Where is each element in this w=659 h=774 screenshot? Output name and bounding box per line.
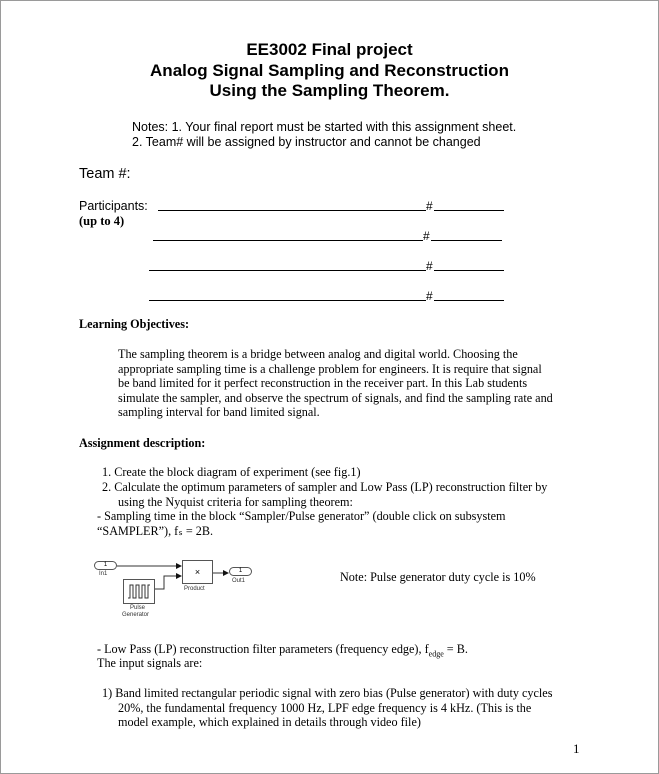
sampling-time-line: - Sampling time in the block “Sampler/Pulse generator” (double click on subsystem (97, 509, 506, 523)
in1-port[interactable]: 1 (94, 561, 117, 570)
assignment-item-2-cont: using the Nyquist criteria for sampling theorem: (118, 495, 353, 509)
pulse-wave-icon (124, 580, 154, 603)
participant-id-field-2[interactable] (431, 240, 502, 241)
objectives-line: sampling interval for band limited signal. (118, 405, 320, 419)
participants-label: Participants: (79, 199, 148, 213)
participant-id-field-3[interactable] (434, 270, 504, 271)
signal-1-line: model example, which explained in details through video file) (118, 715, 421, 729)
participant-id-field-4[interactable] (434, 300, 504, 301)
participant-name-field-2[interactable] (153, 240, 423, 241)
objectives-line: appropriate sampling time is a challenge problem for engineers. It is require that signal (118, 362, 542, 376)
notes-line-2: 2. Team# will be assigned by instructor and cannot be changed (132, 135, 481, 149)
objectives-line: The sampling theorem is a bridge between analog and digital world. Choosing the (118, 347, 518, 361)
hash-1: # (426, 199, 433, 213)
participant-id-field-1[interactable] (434, 210, 504, 211)
objectives-line: simulate the sampler, and observe the spectrum of signals, and find the sampling rate and (118, 391, 553, 405)
objectives-line: be band limited for it perfect reconstruction in the receiver part. In this Lab students (118, 376, 528, 390)
product-label: Product (184, 586, 205, 592)
notes-line-1: Notes: 1. Your final report must be started with this assignment sheet. (132, 120, 517, 134)
out1-label: Out1 (232, 578, 246, 584)
hash-3: # (426, 259, 433, 273)
participant-name-field-3[interactable] (149, 270, 426, 271)
page-number: 1 (573, 741, 580, 756)
filter-text: - Low Pass (LP) reconstruction filter parameters (frequency edge), f (97, 642, 429, 656)
participants-sublabel: (up to 4) (79, 214, 125, 228)
signal-1-line: 20%, the fundamental frequency 1000 Hz, LPF edge frequency is 4 kHz. (This is the (118, 701, 532, 715)
diagram-note: Note: Pulse generator duty cycle is 10% (340, 570, 536, 584)
objectives-heading: Learning Objectives: (79, 317, 190, 331)
pulse-generator-block[interactable] (123, 579, 155, 604)
participant-name-field-1[interactable] (158, 210, 426, 211)
out1-port[interactable]: 1 (229, 567, 252, 576)
inputs-intro: The input signals are: (97, 656, 203, 670)
assignment-item-1: 1. Create the block diagram of experiment (see fig.1) (102, 465, 361, 479)
pulse-label: Pulse (130, 605, 146, 611)
product-block[interactable]: × (182, 560, 213, 584)
title-line-3: Using the Sampling Theorem. (209, 81, 450, 100)
filter-end: = B. (443, 642, 468, 656)
participant-name-field-4[interactable] (149, 300, 426, 301)
team-label: Team #: (79, 166, 131, 182)
hash-2: # (423, 229, 430, 243)
filter-subscript: edge (428, 649, 444, 659)
in1-label: In1 (99, 571, 108, 577)
signal-1-line: 1) Band limited rectangular periodic signal with zero bias (Pulse generator) with duty cycles (102, 686, 553, 700)
hash-4: # (426, 289, 433, 303)
title-line-1: EE3002 Final project (246, 40, 413, 59)
assignment-item-2: 2. Calculate the optimum parameters of sampler and Low Pass (LP) reconstruction filter by (102, 480, 548, 494)
sampling-time-line-2: “SAMPLER”), fₛ = 2B. (97, 524, 214, 538)
generator-label: Generator (122, 612, 150, 618)
assignment-heading: Assignment description: (79, 436, 206, 450)
title-line-2: Analog Signal Sampling and Reconstruction (150, 61, 509, 80)
